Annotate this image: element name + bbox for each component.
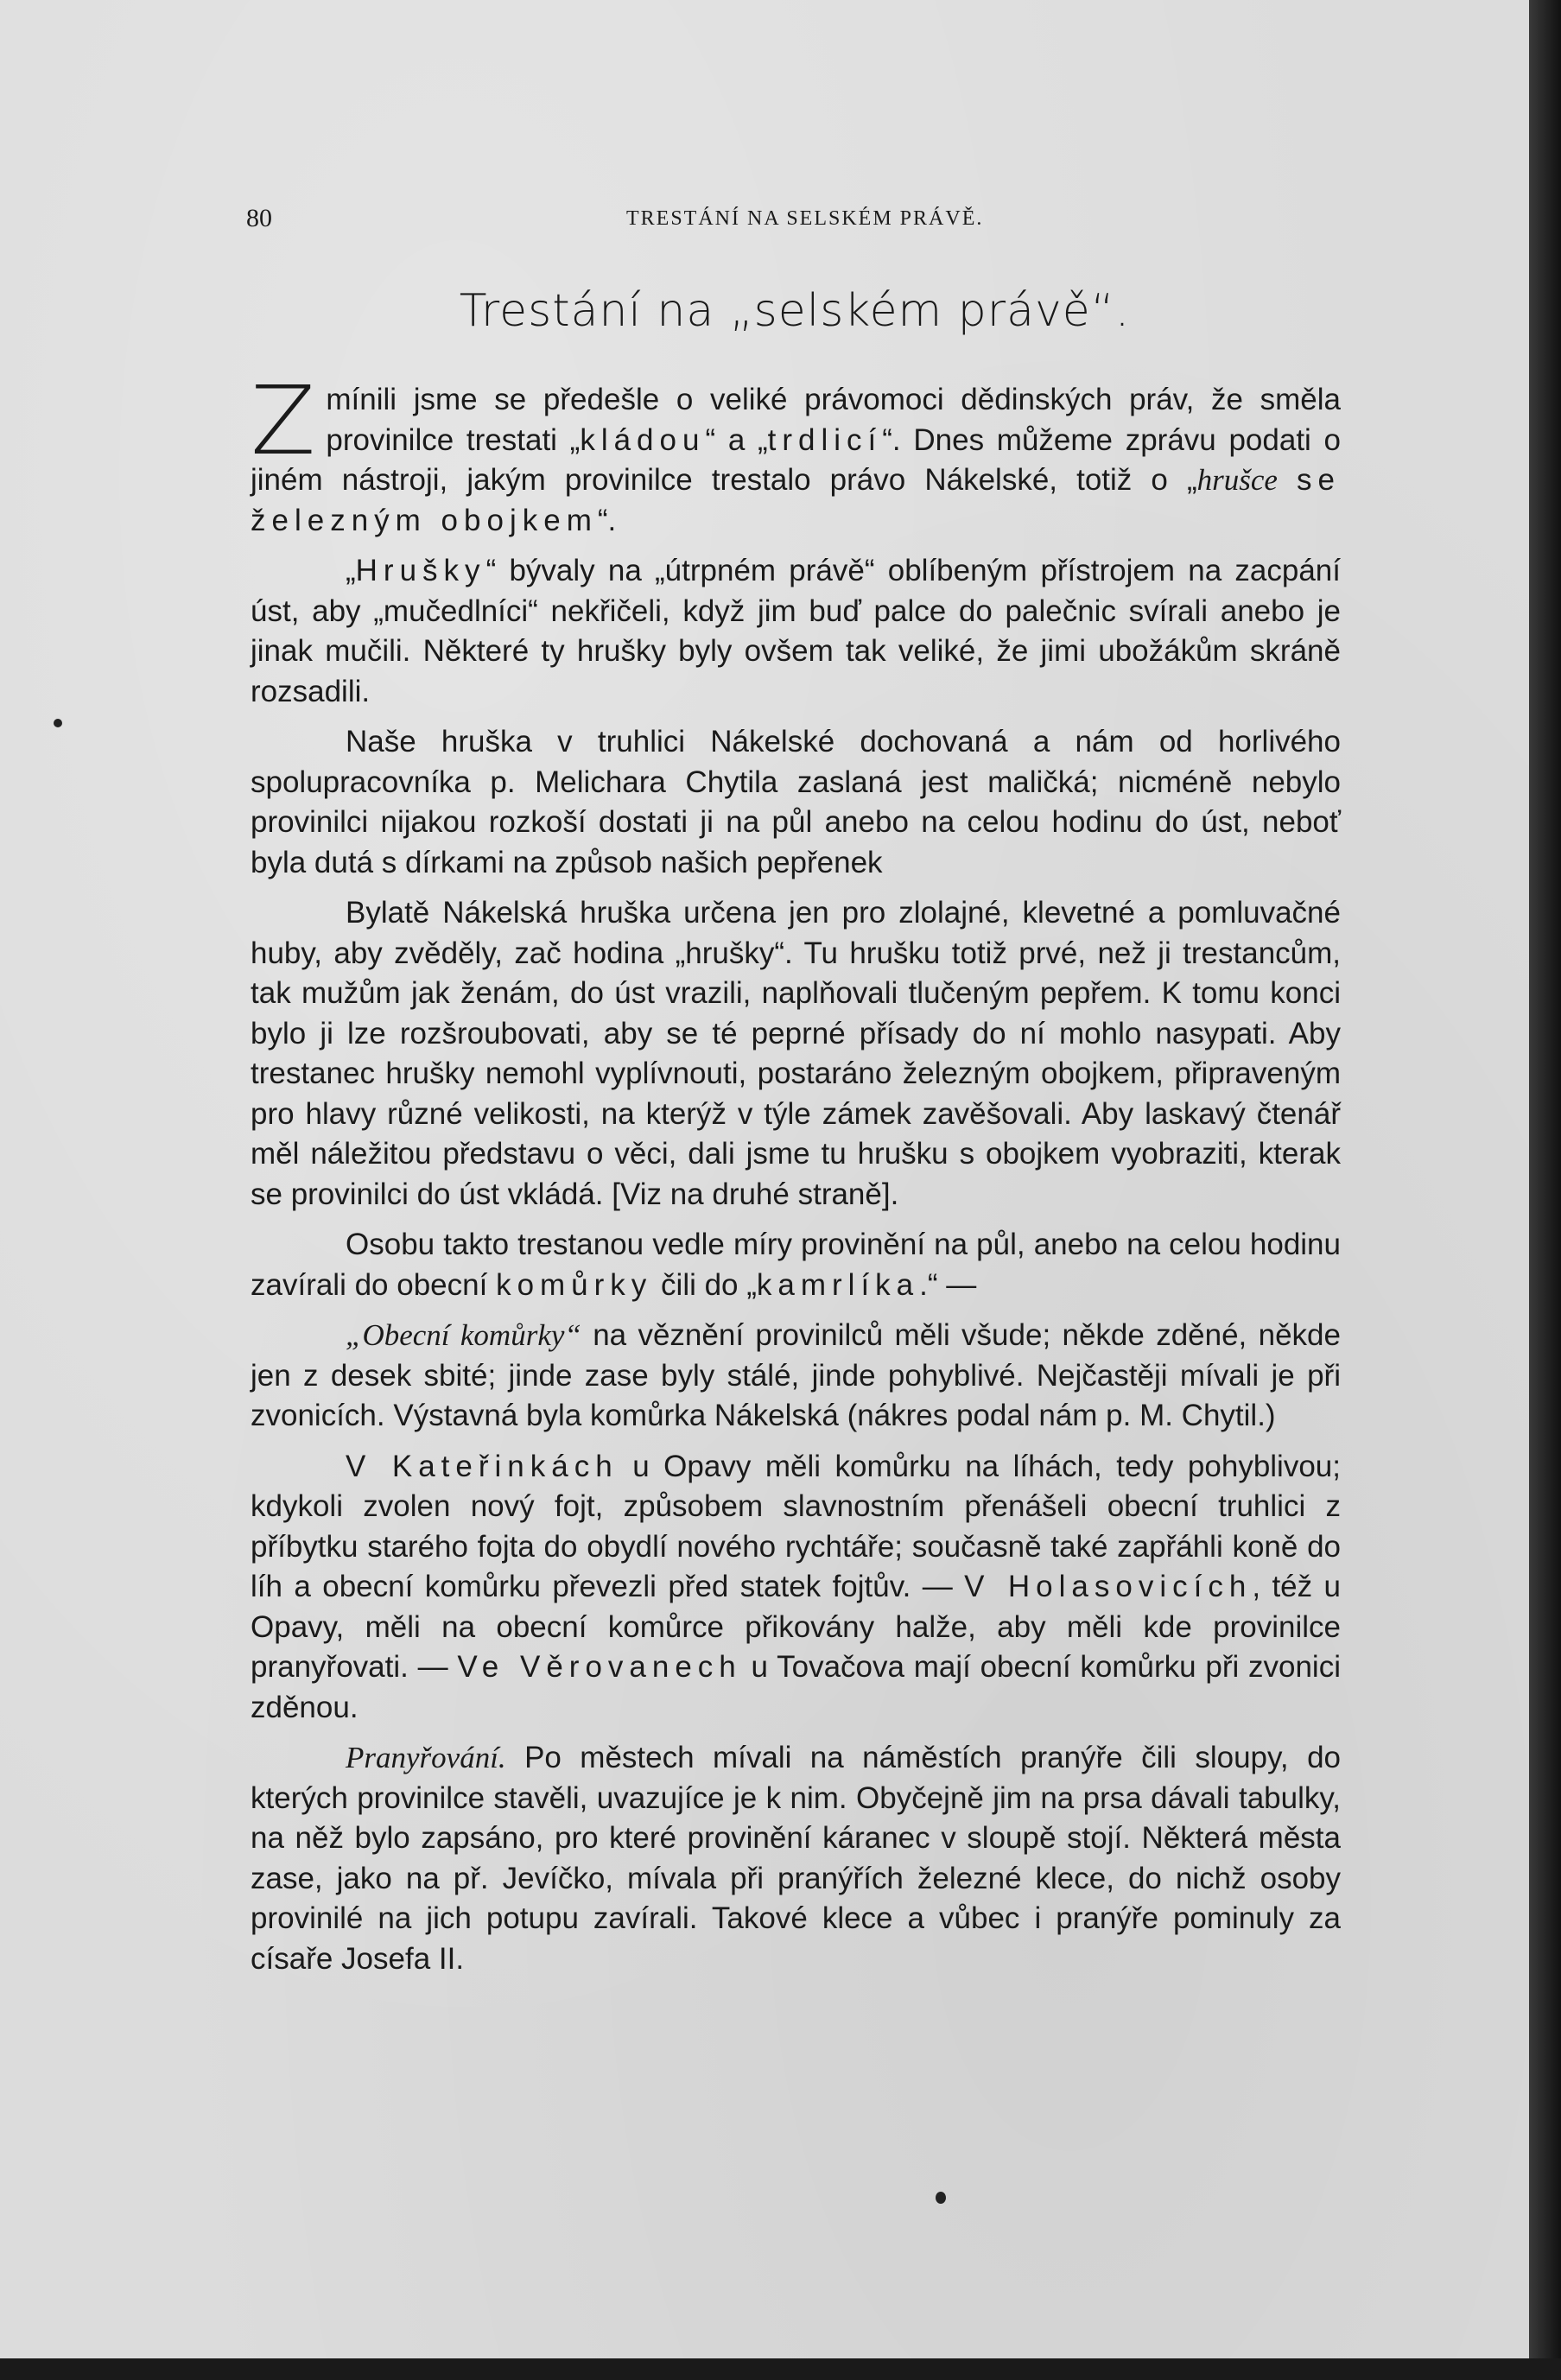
running-title: TRESTÁNÍ NA SELSKÉM PRÁVĚ. [626, 207, 984, 230]
text-run: Osobu takto trestanou vedle míry provinění na půl, anebo na celou hodinu zavírali do obecní [251, 1228, 1341, 1302]
paragraph-5 [251, 1225, 1341, 1305]
text-run: Naše hruška v truhlici Nákelské dochovaná a nám od horlivého spolupracovníka p. Melichara Chytila zaslaná jest maličká; nicméně nebylo provinilci nijakou rozkoší dostati ji na půl anebo na celou hodinu do úst, neboť byla dutá s dírkami na způsob našich pepřenek [251, 725, 1341, 879]
text-run: “ a „ [705, 422, 768, 457]
spaced-term: se železným obojkem [251, 463, 1341, 537]
text-run: u Opavy měli komůrku na líhách, tedy pohyblivou; kdykoli zvolen nový fojt, způsobem slavnostním přenášeli obecní truhlici z příbytku starého fojta do obydlí nového rychtáře; současně také zapřáhli koně do líh a obecní komůrku převezli před statek fojtův. — [251, 1449, 1341, 1603]
body-text [251, 365, 1342, 1990]
text-run: “. [597, 503, 617, 537]
text-run: “ bývaly na „útrpném právě“ oblíbeným přístrojem na zacpání úst, aby „mučedlníci“ nekřičeli, když jim buď palce do palečnic svírali anebo je jinak mučili. Některé ty hrušky byly ovšem tak veliké, že jimi ubožákům skráně rozsadili. [251, 554, 1341, 708]
paragraph-4 [251, 893, 1341, 1215]
italic-term: „Obecní komůrky“ [346, 1318, 581, 1352]
text-run: “. Dnes můžeme zprávu podati o jiném nástroji, jakým provinilce trestalo právo Nákelské, totiž o „ [251, 422, 1341, 497]
text-run [1278, 463, 1297, 497]
page-edge-shadow [1529, 0, 1561, 2380]
ink-speck [936, 2192, 946, 2204]
italic-term: hrušce [1196, 463, 1278, 497]
text-run: čili do „ [652, 1267, 757, 1302]
text-run: „ [346, 554, 356, 587]
spaced-term: V Holasovicích [964, 1570, 1253, 1603]
text-run: Bylatě Nákelská hruška určena jen pro zlolajné, klevetné a pomluvačné huby, aby zvěděly, zač hodina „hrušky“. Tu hrušku totiž prvé, než ji trestancům, tak mužům jak ženám, do úst vrazili, naplňovali tlučeným pepřem. K tomu konci bylo ji lze rozšroubovati, aby se té peprné přísady do ní mohlo nasypati. Aby trestanec hrušky nemohl vyplívnouti, postaráno železným obojkem, připraveným pro hlavy různé velikosti, na kterýž v týle zámek zavěšovali. Aby laskavý čtenář měl náležitou představu o věci, dali jsme tu hrušku s obojkem vyobraziti, kterak se provinilci do úst vkládá. [Viz na druhé straně]. [251, 896, 1341, 1211]
paragraph-7 [251, 1447, 1341, 1729]
paragraph-2 [251, 551, 1341, 712]
drop-cap: Z [251, 365, 316, 476]
spaced-term: kamrlíka [756, 1267, 920, 1302]
running-head [246, 204, 1369, 238]
spaced-term: V Kateřinkách [346, 1449, 619, 1483]
text-run: na věznění provinilců měli všude; někde zděné, někde jen z desek sbité; jinde zase byly stálé, jinde pohyblivé. Nejčastěji mívali je při zvonicích. Výstavná byla komůrka Nákelská (nákres podal nám p. M. Chytil.) [251, 1318, 1341, 1432]
paragraph-8 [251, 1738, 1341, 1979]
spaced-term: kládou [580, 422, 706, 457]
spaced-term: trdlicí [767, 422, 883, 457]
text-run: mínili jsme se předešle o veliké právomoci dědinských práv, že směla provinilce trestati „ [326, 383, 1341, 457]
chapter-title: Trestání na „selském právě“. [459, 285, 1131, 337]
spaced-term: Ve Věrovanech [457, 1650, 742, 1684]
page-edge-bottom [0, 2358, 1561, 2380]
text-run: Po městech mívali na náměstích pranýře čili sloupy, do kterých provinilce stavěli, uvazujíce je k nim. Obyčejně jim na prsa dávali tabulky, na něž bylo zapsáno, pro které provinění káranec v sloupě stojí. Některá města zase, jako na př. Jevíčko, mívala při pranýřích železné klece, do nichž osoby provinilé na jich potupu zavírali. Takové klece a vůbec i pranýře pominuly za císaře Josefa II. [251, 1741, 1341, 1976]
paragraph-6 [251, 1316, 1341, 1437]
italic-term: Pranyřování. [346, 1741, 506, 1774]
text-run: u Tovačova mají obecní komůrku při zvonici zděnou. [251, 1650, 1341, 1724]
paragraph-1 [251, 365, 1341, 541]
text-run: .“ — [919, 1267, 977, 1302]
spaced-term: komůrky [496, 1267, 653, 1302]
ink-speck [54, 719, 62, 727]
page-number: 80 [246, 204, 272, 232]
paragraph-3 [251, 722, 1341, 883]
text-run: , též u Opavy, měli na obecní komůrce přikovány halže, aby měli kde provinilce pranyřovati. — [251, 1570, 1342, 1684]
spaced-term: Hrušky [355, 554, 486, 587]
